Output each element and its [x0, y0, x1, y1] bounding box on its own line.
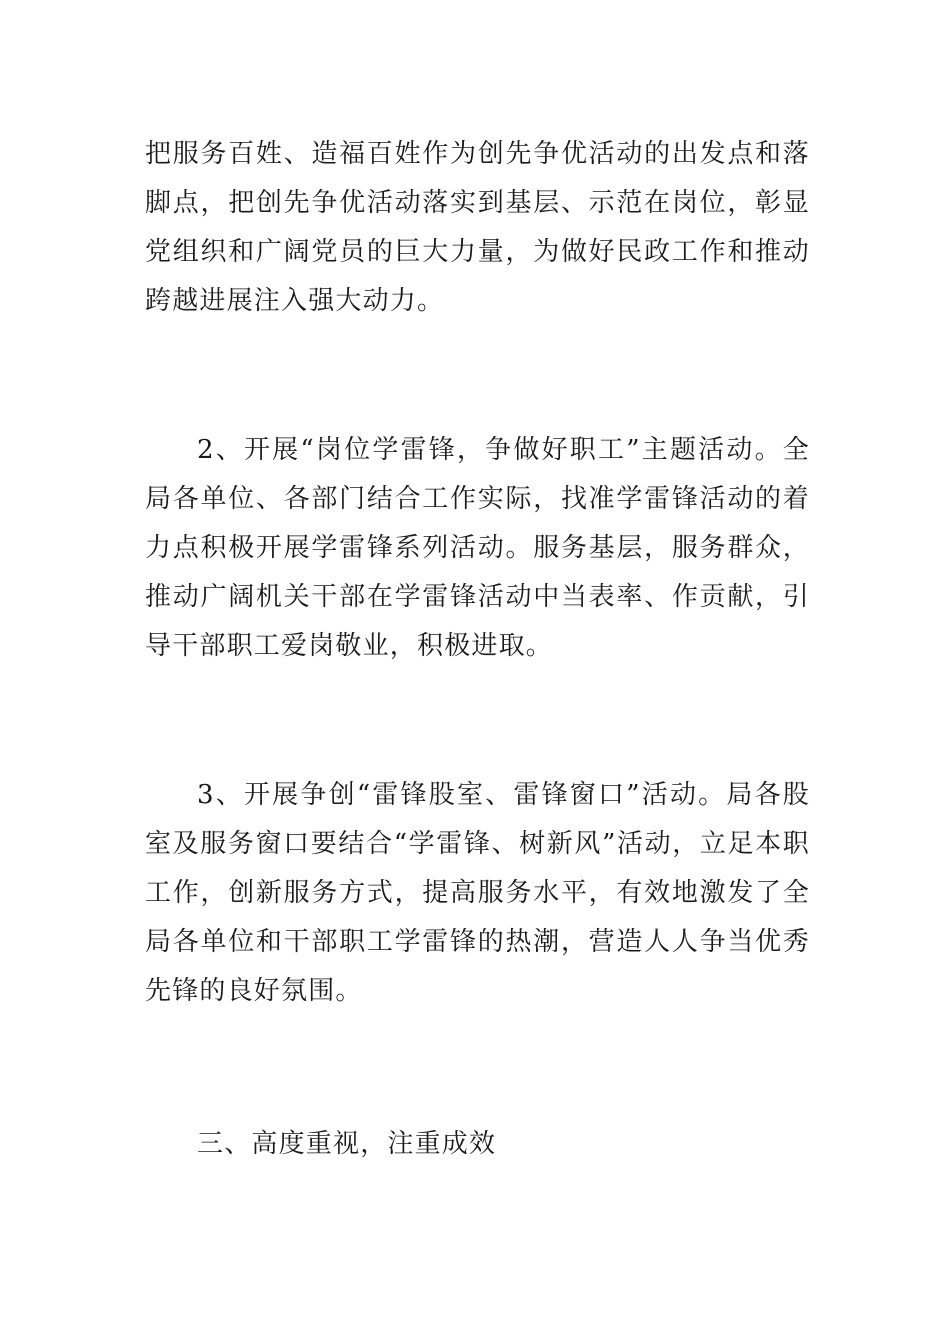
paragraph-item-2: 2、开展“岗位学雷锋，争做好职工”主题活动。全局各单位、各部门结合工作实际，找准学雷锋活动的着力点积极开展学雷锋系列活动。服务基层，服务群众，推动广阔机关干部在学雷锋活动中当表率、作贡献，引导干部职工爱岗敬业，积极进取。	[145, 435, 810, 661]
section-heading-3: 三、高度重视，注重成效	[197, 1129, 497, 1159]
paragraph-item-3: 3、开展争创“雷锋股室、雷锋窗口”活动。局各股室及服务窗口要结合“学雷锋、树新风”活动，立足本职工作，创新服务方式，提高服务水平，有效地激发了全局各单位和干部职工学雷锋的热潮，营造人人争当优秀先锋的良好氛围。	[145, 780, 810, 1006]
paragraph-continuation: 把服务百姓、造福百姓作为创先争优活动的出发点和落脚点，把创先争优活动落实到基层、示范在岗位，彰显党组织和广阔党员的巨大力量，为做好民政工作和推动跨越进展注入强大动力。	[145, 139, 810, 316]
